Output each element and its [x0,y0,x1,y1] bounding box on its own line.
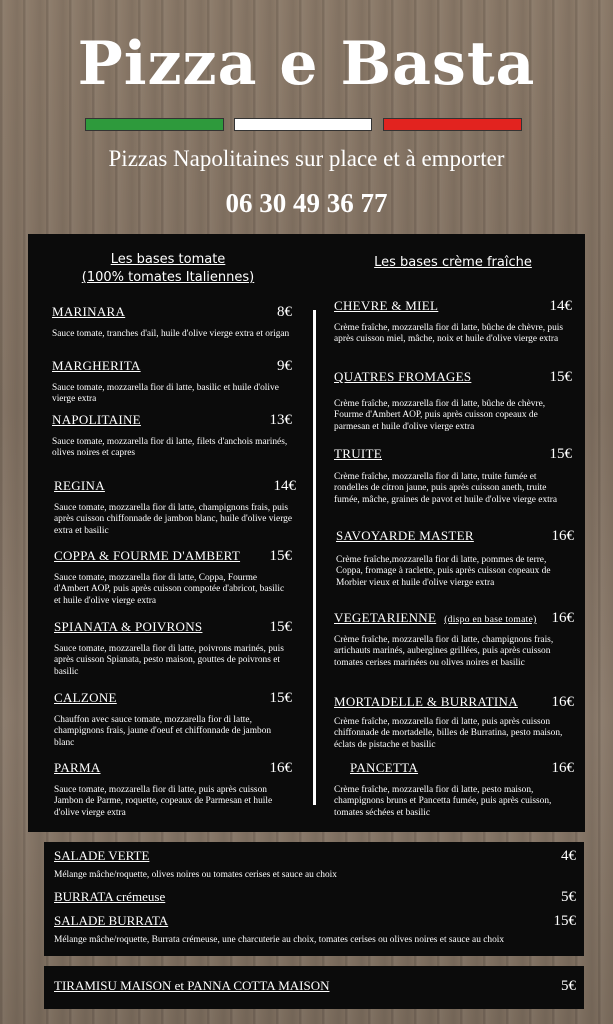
item-name: SAVOYARDE MASTER [336,528,474,543]
item-name: MARGHERITA [52,358,141,373]
menu-item-marinara [52,304,292,340]
restaurant-title: Pizza e Basta [77,29,536,99]
item-description: Crème fraîche, mozzarella fior di latte, puis après cuisson chiffonnade de mortadelle, billes de Burratina, pesto maison, éclats de pistache et basilic [334,717,563,750]
pizza-menu-panel [28,234,585,832]
flag-stripe-green [85,118,224,131]
dessert-panel [44,966,584,1009]
item-price: 16€ [269,760,292,776]
salad-description: Mélange mâche/roquette, olives noires ou tomates cerises et sauce au choix [54,870,337,880]
item-description: Crème fraîche, mozzarella fior di latte, pesto maison, champignons bruns et Pancetta fumée, puis après cuisson, tomates séchées et basilic [334,785,552,818]
column-divider [313,310,316,805]
item-price: 15€ [549,446,572,462]
salad-name: SALADE VERTE [54,848,150,863]
flag-stripe-white [234,118,372,131]
tomato-bases-heading [68,251,268,287]
salad-name: BURRATA crémeuse [54,889,166,904]
restaurant-subtitle: Pizzas Napolitaines sur place et à emporter [108,146,505,171]
salad-price: 15€ [553,913,576,929]
item-description: Sauce tomate, mozzarella fior di latte, Coppa, Fourme d'Ambert AOP, puis après cuisson compotée d'abricot, basilic et huile d'olive vierge extra [54,573,285,606]
item-description: Crème fraîche, mozzarella fior di latte, truite fumée et rondelles de citron jaune, puis après cuisson aneth, truite fumée, mâche, graines de pavot et huile d'olive vierge extra [334,472,558,505]
item-name [334,610,574,626]
item-description: Sauce tomate, mozzarella fior di latte, puis après cuisson Jambon de Parme, roquette, copeaux de Parmesan et huile d'olive vierge extra [54,785,273,818]
item-name: CHEVRE & MIEL [334,298,439,313]
item-description: Crème fraîche, mozzarella fior di latte, bûche de chèvre, Fourme d'Ambert AOP, puis après cuisson copeaux de parmesan et huile d'olive vierge extra [334,399,546,432]
item-price: 14€ [273,478,296,494]
item-price: 9€ [277,358,292,374]
menu-item-parma [54,760,292,819]
item-description: Sauce tomate, mozzarella fior di latte, basilic et huile d'olive vierge extra [52,383,279,405]
salad-price: 4€ [561,848,576,864]
menu-item-coppa-fourme [54,548,292,607]
menu-item-mortadelle-burratina [334,694,574,751]
menu-item-regina [54,478,296,537]
menu-item-truite [334,446,572,506]
salad-description: Mélange mâche/roquette, Burrata crémeuse, une charcuterie au choix, tomates cerises ou olives noires et sauce au choix [54,935,505,945]
dessert-item [54,978,576,994]
menu-item-savoyarde-master [336,528,574,589]
phone-number[interactable]: 06 30 49 36 77 [225,188,388,218]
menu-item-margherita [52,358,292,406]
menu-item-spianata-poivrons [54,619,292,678]
menu-item-chevre-miel [334,298,572,346]
item-price: 16€ [551,694,574,710]
cream-bases-heading: Les bases crème fraîche [374,255,532,270]
item-name: REGINA [54,478,105,493]
dessert-price: 5€ [561,978,576,994]
salad-item-burrata-salad [54,913,576,945]
tomato-bases-heading-line2: (100% tomates Italiennes) [81,270,255,285]
item-price: 15€ [269,548,292,564]
item-name: CALZONE [54,690,117,705]
dessert-name: TIRAMISU MAISON et PANNA COTTA MAISON [54,978,330,993]
item-name: SPIANATA & POIVRONS [54,619,203,634]
item-price: 15€ [269,690,292,706]
menu-item-vegetarienne [334,610,574,669]
item-price: 8€ [277,304,292,320]
item-name: MORTADELLE & BURRATINA [334,694,518,709]
item-price: 13€ [269,412,292,428]
item-price: 15€ [269,619,292,635]
item-price: 14€ [549,298,572,314]
item-description: Sauce tomate, tranches d'ail, huile d'olive vierge extra et origan [52,329,290,339]
item-price: 16€ [551,528,574,544]
salad-name: SALADE BURRATA [54,913,169,928]
item-name: NAPOLITAINE [52,412,141,427]
salad-price: 5€ [561,889,576,905]
salad-item-burrata [54,889,576,905]
flag-stripe-red [383,118,522,131]
item-description: Chauffon avec sauce tomate, mozzarella fior di latte, champignons frais, jaune d'oeuf et chiffonnade de jambon blanc [54,715,272,748]
item-name: PARMA [54,760,101,775]
item-name: QUATRES FROMAGES [334,369,472,384]
salad-panel [44,842,584,956]
item-name: COPPA & FOURME D'AMBERT [54,548,241,563]
salad-item-verte [54,848,576,880]
item-description: Crème fraîche, mozzarella fior di latte, champignons frais, artichauts marinés, aubergines grillées, puis après cuisson tomates cerises marinées ou olives noires et basilic [334,635,554,668]
item-description: Crème fraîche, mozzarella fior di latte, bûche de chèvre, puis après cuisson miel, mâche, noix et huile d'olive vierge extra [334,323,564,345]
item-price: 16€ [551,760,574,776]
menu-item-quatres-fromages [334,369,572,433]
item-name-text: VEGETARIENNE [334,610,437,625]
item-name: PANCETTA [350,760,419,775]
item-name: TRUITE [334,446,383,461]
item-price: 16€ [551,610,574,626]
item-description: Sauce tomate, mozzarella fior di latte, filets d'anchois marinés, olives noires et capres [52,437,288,459]
tomato-bases-heading-line1: Les bases tomate [110,252,226,267]
item-note: (dispo en base tomate) [444,615,537,625]
menu-item-napolitaine [52,412,292,460]
menu-item-calzone [54,690,292,749]
item-description: Sauce tomate, mozzarella fior di latte, poivrons marinés, puis après cuisson Spianata, pesto maison, gouttes de poivrons et basilic [54,644,284,677]
item-price: 15€ [549,369,572,385]
item-name: MARINARA [52,304,126,319]
item-description: Sauce tomate, mozzarella fior di latte, champignons frais, puis après cuisson chiffonnade de jambon blanc, huile d'olive vierge extra et basilic [54,503,292,536]
menu-item-pancetta [334,760,574,819]
item-description: Crème fraîche,mozzarella fior di latte, pommes de terre, Coppa, fromage à raclette, puis après cuisson copeaux de Morbier vieux et huile d'olive vierge extra [336,555,551,588]
